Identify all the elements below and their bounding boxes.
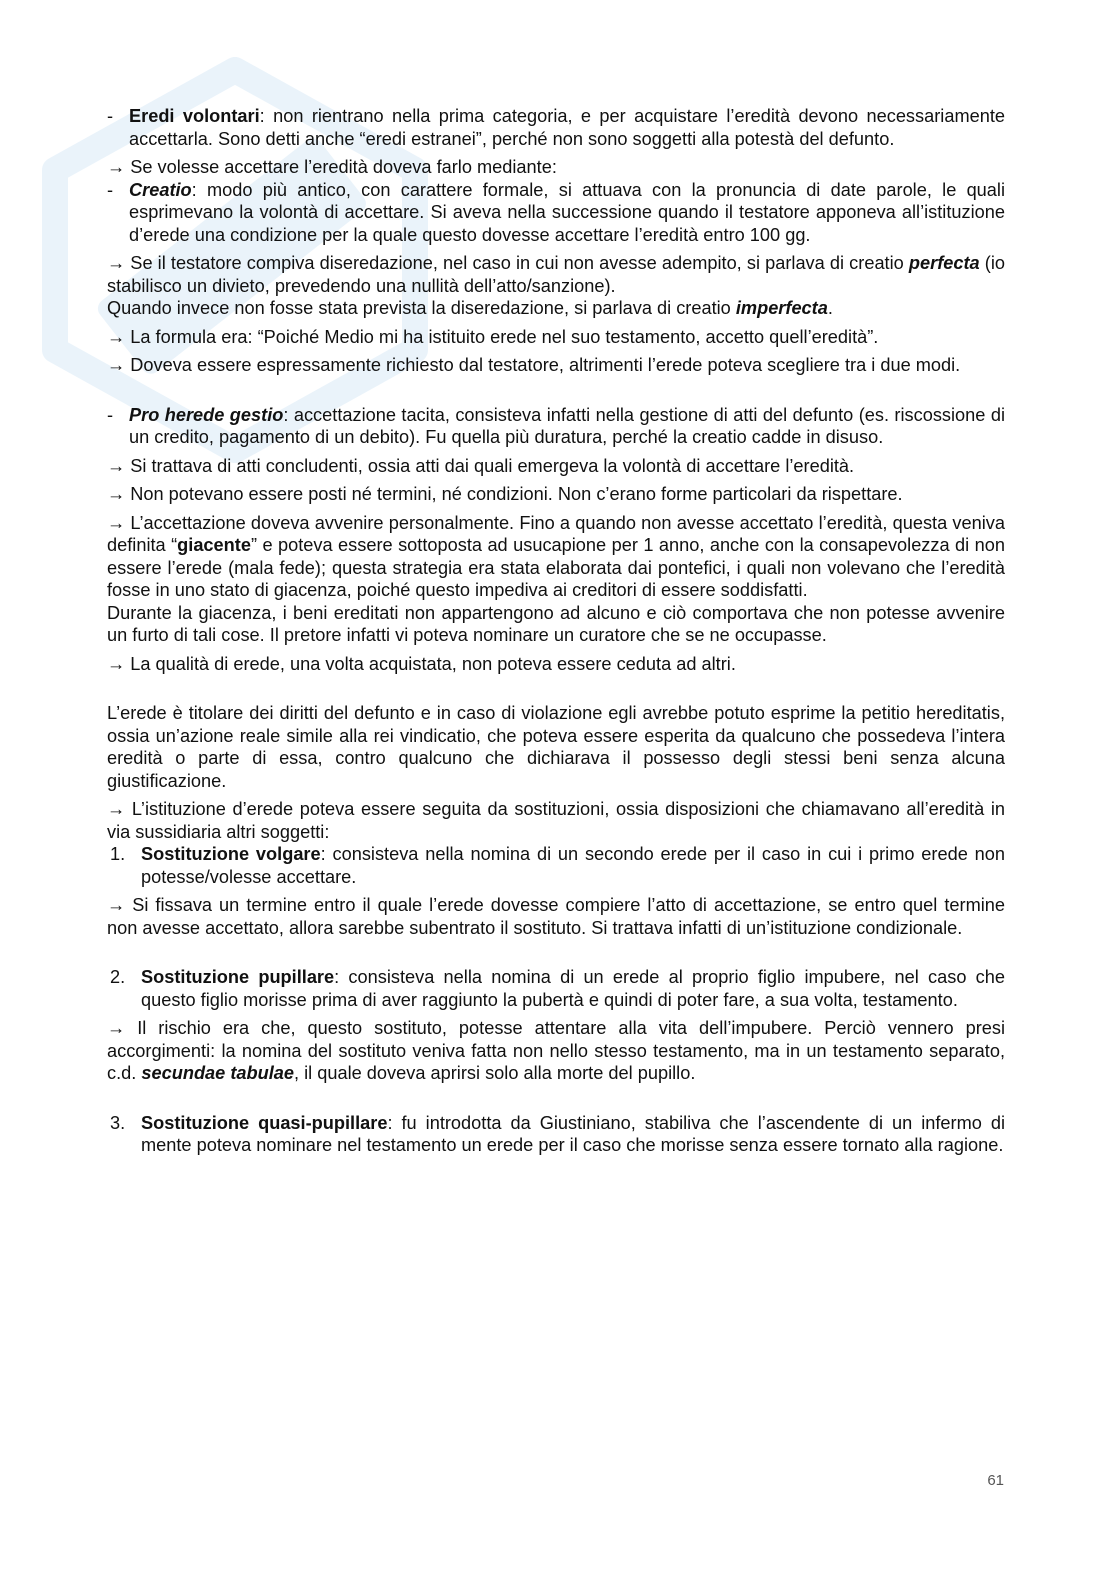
list-text: : consisteva nella nomina di un erede al proprio figlio impubere, nel caso che questo figlio morisse prima di aver raggiunto la pubertà e quindi di poter fare, a sua volta, testamento.	[141, 967, 1006, 1010]
list-item	[107, 179, 1005, 247]
paragraph	[107, 512, 1005, 602]
bullet-term: Pro herede gestio	[129, 404, 284, 425]
numbered-item	[107, 843, 1005, 888]
list-text: : consisteva nella nomina di un secondo erede per il caso in cui i primo erede non potesse/volesse accettare.	[141, 844, 1005, 887]
bullet-dash: -	[107, 179, 114, 200]
paragraph-text: Quando invece non fosse stata prevista la diseredazione, si parlava di creatio	[107, 298, 736, 318]
list-term: Sostituzione quasi-pupillare	[141, 1112, 388, 1133]
paragraph	[107, 156, 1005, 179]
paragraph	[107, 326, 1005, 349]
emphasis-term: giacente	[177, 535, 251, 555]
paragraph-text: → Si fissava un termine entro il quale l’erede dovesse compiere l’atto di accettazione, se entro quel termine non avesse accettato, allora sarebbe subentrato il sostituto. Si trattava infatti di un’istituzione condizionale.	[107, 895, 1005, 938]
emphasis-term: secundae tabulae	[141, 1063, 295, 1083]
paragraph	[107, 702, 1005, 792]
paragraph	[107, 252, 1005, 297]
numbered-item	[107, 1112, 1005, 1157]
paragraph	[107, 354, 1005, 377]
paragraph	[107, 894, 1005, 939]
paragraph-text: (io stabilisco un divieto, prevedendo una nullità dell’atto/sanzione).	[107, 253, 1005, 296]
page-number: 61	[987, 1472, 1004, 1489]
paragraph-text: → La formula era: “Poiché Medio mi ha istituito erede nel suo testamento, accetto quell’eredità”.	[107, 326, 879, 347]
list-term: Sostituzione volgare	[141, 844, 321, 864]
bullet-term: Creatio	[129, 179, 192, 200]
paragraph-text: L’erede è titolare dei diritti del defunto e in caso di violazione egli avrebbe potuto esprime la petitio hereditatis, ossia un’azione reale simile alla rei vindicatio, che poteva essere esperita da qualcuno che possedeva l’intera eredità o parte di essa, contro qualcuno che dichiarava il possesso degli stessi beni senza alcuna giustificazione.	[107, 703, 1005, 791]
bullet-text: : non rientrano nella prima categoria, e per acquistare l’eredità devono necessariamente accettarla. Sono detti anche “eredi estranei”, perché non sono soggetti alla potestà del defunto.	[129, 106, 1005, 149]
paragraph-text: , il quale doveva aprirsi solo alla morte del pupillo.	[294, 1063, 696, 1083]
paragraph-text: → L’istituzione d’erede poteva essere seguita da sostituzioni, ossia disposizioni che chiamavano all’eredità in via sussidiaria altri soggetti:	[107, 799, 1005, 842]
paragraph-text: .	[827, 298, 833, 318]
paragraph-text: → Doveva essere espressamente richiesto dal testatore, altrimenti l’erede poteva scegliere tra i due modi.	[107, 355, 961, 375]
paragraph-text: → Se volesse accettare l’eredità doveva farlo mediante:	[107, 157, 557, 177]
paragraph	[107, 602, 1005, 647]
paragraph-text: ” e poteva essere sottoposta ad usucapione per 1 anno, anche con la consapevolezza di non essere l’erede (mala fede); questa strategia era stata elaborata dai pontefici, i quali non volevano che l’eredità fosse in uno stato di giacenza, poiché questo impediva ai creditori di essere soddisfatti.	[107, 535, 1005, 600]
list-number: 3.	[110, 1112, 126, 1133]
list-item	[107, 105, 1005, 150]
list-item	[107, 404, 1005, 449]
paragraph-text: Durante la giacenza, i beni ereditati non appartengono ad alcuno e ciò comportava che non potesse avvenire un furto di tali cose. Il pretore infatti vi poteva nominare un curatore che se ne occupasse.	[107, 602, 1005, 645]
bullet-dash: -	[107, 106, 114, 126]
emphasis-term: imperfecta	[735, 298, 828, 318]
paragraph-text: → L’accettazione doveva avvenire personalmente. Fino a quando non avesse accettato l’eredità, questa veniva definita “	[107, 512, 1005, 555]
document-body	[107, 105, 1005, 1157]
bullet-dash: -	[107, 404, 114, 425]
list-number: 2.	[110, 967, 126, 987]
numbered-item	[107, 966, 1005, 1011]
paragraph	[107, 297, 1005, 320]
emphasis-term: perfecta	[908, 253, 980, 273]
paragraph	[107, 798, 1005, 843]
paragraph-text: → Si trattava di atti concludenti, ossia atti dai quali emergeva la volontà di accettare l’eredità.	[107, 455, 855, 476]
paragraph	[107, 483, 1005, 506]
paragraph-text: → La qualità di erede, una volta acquistata, non poteva essere ceduta ad altri.	[107, 653, 736, 674]
paragraph-text: → Non potevano essere posti né termini, né condizioni. Non c’erano forme particolari da rispettare.	[107, 484, 903, 504]
paragraph	[107, 653, 1005, 676]
list-term: Sostituzione pupillare	[141, 967, 335, 987]
paragraph	[107, 455, 1005, 478]
bullet-term: Eredi volontari	[129, 106, 260, 126]
paragraph	[107, 1017, 1005, 1085]
list-number: 1.	[110, 844, 126, 864]
bullet-text: : accettazione tacita, consisteva infatti nella gestione di atti del defunto (es. riscossione di un credito, pagamento di un debito). Fu quella più duratura, perché la creatio cadde in disuso.	[129, 404, 1005, 447]
paragraph-text: → Se il testatore compiva diseredazione, nel caso in cui non avesse adempito, si parlava di creatio	[107, 253, 909, 273]
list-text: : fu introdotta da Giustiniano, stabiliva che l’ascendente di un infermo di mente poteva nominare nel testamento un erede per il caso che morisse senza essere tornato alla ragione.	[141, 1112, 1005, 1155]
paragraph-text: → Il rischio era che, questo sostituto, potesse attentare alla vita dell’impubere. Perciò vennero presi accorgimenti: la nomina del sostituto veniva fatta non nello stesso testamento, ma in un testamento separato, c.d.	[107, 1018, 1005, 1083]
bullet-text: : modo più antico, con carattere formale, si attuava con la pronuncia di date parole, le quali esprimevano la volontà di accettare. Si aveva nella successione quando il testatore apponeva all’istituzione d’erede una condizione per la quale questo dovesse accettare l’eredità entro 100 gg.	[129, 179, 1005, 245]
